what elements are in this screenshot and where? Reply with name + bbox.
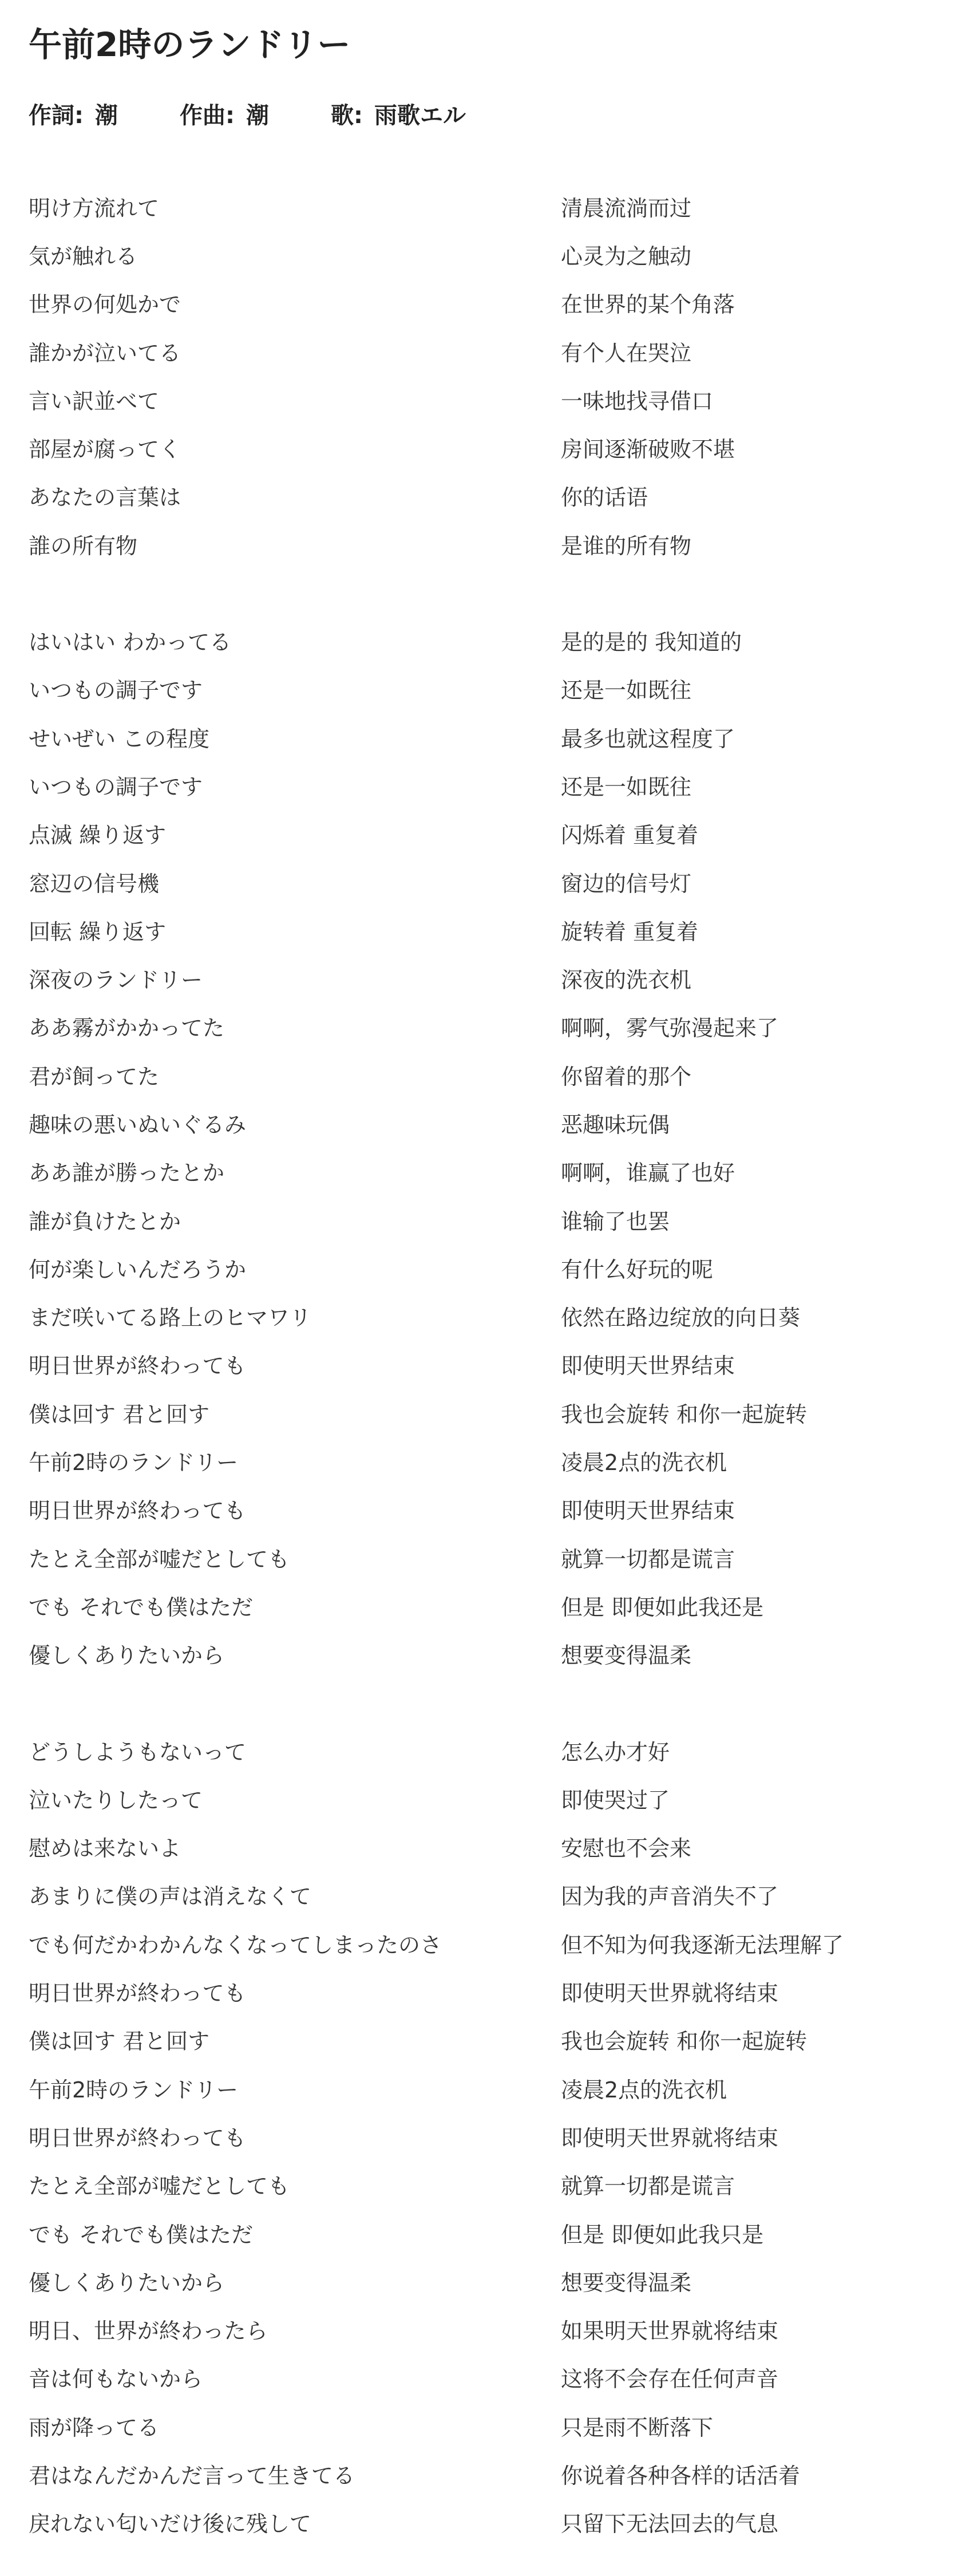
- lyric-line: [29, 230, 954, 278]
- lyric-japanese: どうしようもないって: [29, 1739, 247, 1765]
- lyric-japanese: いつもの調子です: [29, 678, 203, 704]
- lyric-line: [29, 1340, 954, 1388]
- lyric-chinese: 这将不会存在任何声音: [561, 2366, 779, 2392]
- lyric-japanese: 優しくありたいから: [29, 2270, 225, 2296]
- lyric-line: [29, 2305, 954, 2353]
- lyric-japanese: 午前2時のランドリー: [29, 2077, 239, 2103]
- lyric-chinese: 但是 即便如此我只是: [561, 2222, 764, 2247]
- lyric-line: [29, 1002, 954, 1050]
- lyric-line: [29, 1195, 954, 1243]
- lyric-chinese: 即使明天世界结束: [561, 1498, 735, 1524]
- lyric-line: [29, 1050, 954, 1099]
- lyric-japanese: 何が楽しいんだろうか: [29, 1257, 247, 1282]
- lyric-line: [29, 423, 954, 471]
- lyric-chinese: 清晨流淌而过: [561, 195, 692, 221]
- lyric-line: [29, 1823, 954, 1871]
- lyric-line: [29, 761, 954, 809]
- lyric-line: [29, 616, 954, 664]
- lyric-chinese: 但不知为何我逐渐无法理解了: [561, 1932, 844, 1958]
- lyric-chinese: 怎么办才好: [561, 1739, 670, 1765]
- lyric-japanese: ああ誰が勝ったとか: [29, 1160, 225, 1186]
- lyric-chinese: 房间逐渐破败不堪: [561, 437, 735, 463]
- credit-composer: [180, 97, 269, 130]
- credit-value: 雨歌エル: [374, 102, 466, 129]
- lyric-japanese: 午前2時のランドリー: [29, 1450, 239, 1476]
- credits: [29, 96, 954, 131]
- lyric-japanese: あまりに僕の声は消えなくて: [29, 1884, 312, 1910]
- credit-lyricist: [29, 97, 118, 130]
- lyric-japanese: 気が触れる: [29, 243, 138, 269]
- lyric-japanese: 僕は回す 君と回す: [29, 2029, 210, 2055]
- lyric-japanese: 戻れない匂いだけ後に残して: [29, 2511, 312, 2537]
- lyric-chinese: 在世界的某个角落: [561, 292, 735, 318]
- lyric-japanese: 部屋が腐ってく: [29, 437, 181, 463]
- lyric-japanese: いつもの調子です: [29, 774, 203, 800]
- lyric-japanese: まだ咲いてる路上のヒマワリ: [29, 1305, 312, 1331]
- lyric-chinese: 如果明天世界就将结束: [561, 2318, 779, 2344]
- lyric-chinese: 啊啊，雾气弥漫起来了: [561, 1016, 779, 1041]
- stanza: [29, 182, 954, 568]
- lyric-line: [29, 279, 954, 327]
- lyric-line: [29, 1243, 954, 1291]
- lyric-line: [29, 713, 954, 761]
- lyric-line: [29, 375, 954, 423]
- lyric-japanese: でも何だかわかんなくなってしまったのさ: [29, 1932, 442, 1958]
- lyric-chinese: 一味地找寻借口: [561, 388, 714, 414]
- lyric-japanese: 窓辺の信号機: [29, 871, 160, 896]
- lyric-chinese: 啊啊，谁赢了也好: [561, 1160, 735, 1186]
- lyric-japanese: 誰の所有物: [29, 533, 138, 559]
- lyric-chinese: 但是 即便如此我还是: [561, 1594, 764, 1620]
- lyric-line: [29, 2208, 954, 2257]
- lyric-chinese: 有什么好玩的呢: [561, 1257, 714, 1282]
- lyric-chinese: 想要变得温柔: [561, 1643, 692, 1669]
- lyric-chinese: 就算一切都是谎言: [561, 1546, 735, 1572]
- lyric-chinese: 我也会旋转 和你一起旋转: [561, 1401, 807, 1427]
- lyric-chinese: 旋转着 重复着: [561, 919, 699, 945]
- lyric-japanese: 誰が負けたとか: [29, 1208, 181, 1234]
- lyric-japanese: 泣いたりしたって: [29, 1787, 203, 1813]
- lyric-line: [29, 1388, 954, 1436]
- lyric-japanese: 言い訳並べて: [29, 388, 160, 414]
- lyric-line: [29, 2016, 954, 2064]
- lyric-japanese: 誰かが泣いてる: [29, 340, 181, 366]
- lyric-japanese: 深夜のランドリー: [29, 967, 203, 993]
- credit-label: 作詞:: [29, 102, 84, 129]
- lyric-chinese: 即使明天世界就将结束: [561, 1981, 779, 2006]
- lyric-japanese: 明日世界が終わっても: [29, 1498, 246, 1524]
- lyric-japanese: 僕は回す 君と回す: [29, 1401, 210, 1427]
- lyric-japanese: 君が飼ってた: [29, 1064, 160, 1089]
- lyric-chinese: 心灵为之触动: [561, 243, 692, 269]
- lyric-line: [29, 2112, 954, 2160]
- lyric-line: [29, 906, 954, 954]
- lyric-chinese: 只留下无法回去的气息: [561, 2511, 779, 2537]
- lyric-japanese: 世界の何処かで: [29, 292, 181, 318]
- lyric-chinese: 是的是的 我知道的: [561, 630, 742, 655]
- lyric-line: [29, 182, 954, 230]
- lyric-line: [29, 1726, 954, 1774]
- stanza: [29, 616, 954, 1678]
- lyric-japanese: たとえ全部が嘘だとしても: [29, 2174, 290, 2199]
- lyric-japanese: 雨が降ってる: [29, 2415, 160, 2440]
- lyric-chinese: 想要变得温柔: [561, 2270, 692, 2296]
- lyric-chinese: 我也会旋转 和你一起旋转: [561, 2029, 807, 2055]
- lyric-japanese: 回転 繰り返す: [29, 919, 167, 945]
- lyric-japanese: 点滅 繰り返す: [29, 823, 167, 848]
- lyric-japanese: はいはい わかってる: [29, 630, 232, 655]
- lyric-line: [29, 1871, 954, 1919]
- lyric-line: [29, 2449, 954, 2498]
- lyric-chinese: 依然在路边绽放的向日葵: [561, 1305, 801, 1331]
- lyric-chinese: 你的话语: [561, 485, 648, 511]
- lyric-line: [29, 809, 954, 858]
- lyric-chinese: 即使明天世界结束: [561, 1353, 735, 1379]
- lyric-chinese: 谁输了也罢: [561, 1208, 670, 1234]
- lyric-japanese: でも それでも僕はただ: [29, 2222, 254, 2247]
- lyric-line: [29, 1581, 954, 1629]
- lyric-chinese: 只是雨不断落下: [561, 2415, 714, 2440]
- lyric-chinese: 就算一切都是谎言: [561, 2174, 735, 2199]
- lyric-japanese: でも それでも僕はただ: [29, 1594, 254, 1620]
- credit-label: 作曲:: [180, 102, 235, 129]
- lyric-line: [29, 1485, 954, 1533]
- lyric-line: [29, 2160, 954, 2208]
- lyric-japanese: 明日世界が終わっても: [29, 1981, 246, 2006]
- lyric-line: [29, 1147, 954, 1195]
- lyric-line: [29, 327, 954, 375]
- lyric-japanese: 明日世界が終わっても: [29, 2125, 246, 2151]
- song-title: 午前2時のランドリー: [29, 25, 351, 64]
- lyric-japanese: せいぜい この程度: [29, 726, 210, 752]
- credit-singer: [331, 97, 466, 130]
- lyric-chinese: 最多也就这程度了: [561, 726, 735, 752]
- lyric-line: [29, 472, 954, 520]
- lyric-line: [29, 1967, 954, 2015]
- lyric-japanese: 音は何もないから: [29, 2366, 203, 2392]
- lyric-chinese: 你说着各种各样的话活着: [561, 2463, 801, 2488]
- lyric-chinese: 即使哭过了: [561, 1787, 670, 1813]
- lyric-line: [29, 665, 954, 713]
- lyric-line: [29, 858, 954, 906]
- lyric-japanese: 明日、世界が終わったら: [29, 2318, 268, 2344]
- credit-value: 潮: [246, 102, 269, 129]
- lyric-japanese: あなたの言葉は: [29, 485, 181, 511]
- lyric-line: [29, 2257, 954, 2305]
- lyric-japanese: ああ霧がかかってた: [29, 1016, 225, 1041]
- lyric-line: [29, 1533, 954, 1581]
- lyric-line: [29, 2353, 954, 2401]
- lyric-line: [29, 1436, 954, 1484]
- lyric-japanese: 明け方流れて: [29, 195, 160, 221]
- lyric-japanese: 慰めは来ないよ: [29, 1836, 181, 1862]
- lyric-chinese: 窗边的信号灯: [561, 871, 692, 896]
- lyric-line: [29, 1099, 954, 1147]
- lyric-japanese: 趣味の悪いぬいぐるみ: [29, 1112, 247, 1137]
- lyric-line: [29, 954, 954, 1002]
- lyric-line: [29, 2064, 954, 2112]
- lyric-chinese: 闪烁着 重复着: [561, 823, 699, 848]
- lyric-chinese: 还是一如既往: [561, 774, 692, 800]
- lyric-line: [29, 1919, 954, 1967]
- credit-value: 潮: [95, 102, 118, 129]
- lyric-chinese: 恶趣味玩偶: [561, 1112, 670, 1137]
- lyric-line: [29, 2401, 954, 2449]
- lyric-chinese: 凌晨2点的洗衣机: [561, 2077, 727, 2103]
- lyric-japanese: 君はなんだかんだ言って生きてる: [29, 2463, 355, 2488]
- lyric-line: [29, 1774, 954, 1822]
- lyric-line: [29, 1292, 954, 1340]
- lyric-chinese: 还是一如既往: [561, 678, 692, 704]
- lyric-line: [29, 2498, 954, 2546]
- lyric-line: [29, 520, 954, 568]
- lyric-japanese: 優しくありたいから: [29, 1643, 225, 1669]
- lyric-japanese: 明日世界が終わっても: [29, 1353, 246, 1379]
- lyric-chinese: 你留着的那个: [561, 1064, 692, 1089]
- lyric-line: [29, 1630, 954, 1678]
- lyric-japanese: たとえ全部が嘘だとしても: [29, 1546, 290, 1572]
- credit-label: 歌:: [331, 102, 363, 129]
- lyric-chinese: 安慰也不会来: [561, 1836, 692, 1862]
- lyric-chinese: 深夜的洗衣机: [561, 967, 692, 993]
- stanza: [29, 1726, 954, 2546]
- lyric-chinese: 有个人在哭泣: [561, 340, 692, 366]
- lyric-chinese: 凌晨2点的洗衣机: [561, 1450, 727, 1476]
- lyric-chinese: 即使明天世界就将结束: [561, 2125, 779, 2151]
- lyrics-body: [29, 182, 954, 2546]
- lyric-chinese: 是谁的所有物: [561, 533, 692, 559]
- lyric-chinese: 因为我的声音消失不了: [561, 1884, 779, 1910]
